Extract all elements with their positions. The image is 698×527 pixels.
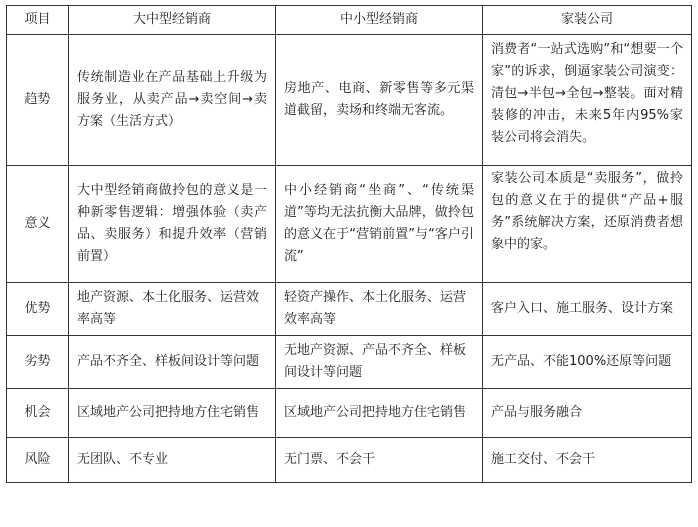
row-label-opportunity: 机会 — [7, 389, 69, 438]
header-home-decoration: 家装公司 — [483, 6, 692, 35]
cell-meaning-home: 家装公司本质是“卖服务”，做拎包的意义在于的提供“产品+服务”系统解决方案，还原消费者想象中的家。 — [483, 166, 692, 283]
row-label-trend: 趋势 — [7, 35, 69, 166]
cell-disadvantage-large: 产品不齐全、样板间设计等问题 — [69, 336, 276, 389]
cell-advantage-home: 客户入口、施工服务、设计方案 — [483, 283, 692, 336]
cell-opportunity-small: 区域地产公司把持地方住宅销售 — [276, 389, 483, 438]
cell-trend-large: 传统制造业在产品基础上升级为服务业，从卖产品→卖空间→卖方案（生活方式） — [69, 35, 276, 166]
table-row-risk — [7, 438, 692, 483]
cell-disadvantage-home: 无产品、不能100%还原等问题 — [483, 336, 692, 389]
comparison-table — [6, 5, 692, 483]
row-label-advantage: 优势 — [7, 283, 69, 336]
table-row-trend — [7, 35, 692, 166]
header-small-dealer: 中小型经销商 — [276, 6, 483, 35]
cell-risk-large: 无团队、不专业 — [69, 438, 276, 483]
table-row-advantage — [7, 283, 692, 336]
cell-meaning-small: 中小经销商“坐商”、“传统渠道”等均无法抗衡大品牌，做拎包的意义在于“营销前置”与“客户引流” — [276, 166, 483, 283]
header-large-dealer: 大中型经销商 — [69, 6, 276, 35]
row-label-disadvantage: 劣势 — [7, 336, 69, 389]
cell-advantage-small: 轻资产操作、本土化服务、运营效率高等 — [276, 283, 483, 336]
cell-disadvantage-small: 无地产资源、产品不齐全、样板间设计等问题 — [276, 336, 483, 389]
row-label-meaning: 意义 — [7, 166, 69, 283]
cell-advantage-large: 地产资源、本土化服务、运营效率高等 — [69, 283, 276, 336]
table-row-meaning — [7, 166, 692, 283]
table-header-row — [7, 6, 692, 35]
row-label-risk: 风险 — [7, 438, 69, 483]
table-row-opportunity — [7, 389, 692, 438]
cell-opportunity-home: 产品与服务融合 — [483, 389, 692, 438]
header-item: 项目 — [7, 6, 69, 35]
table-row-disadvantage — [7, 336, 692, 389]
cell-risk-small: 无门票、不会干 — [276, 438, 483, 483]
cell-risk-home: 施工交付、不会干 — [483, 438, 692, 483]
cell-opportunity-large: 区域地产公司把持地方住宅销售 — [69, 389, 276, 438]
cell-meaning-large: 大中型经销商做拎包的意义是一种新零售逻辑：增强体验（卖产品、卖服务）和提升效率（营销前置） — [69, 166, 276, 283]
cell-trend-small: 房地产、电商、新零售等多元渠道截留，卖场和终端无客流。 — [276, 35, 483, 166]
comparison-table-container — [6, 5, 691, 483]
cell-trend-home: 消费者“一站式选购”和“想要一个家”的诉求，倒逼家装公司演变：清包→半包→全包→整装。面对精装修的冲击，未来5年内95%家装公司将会消失。 — [483, 35, 692, 166]
